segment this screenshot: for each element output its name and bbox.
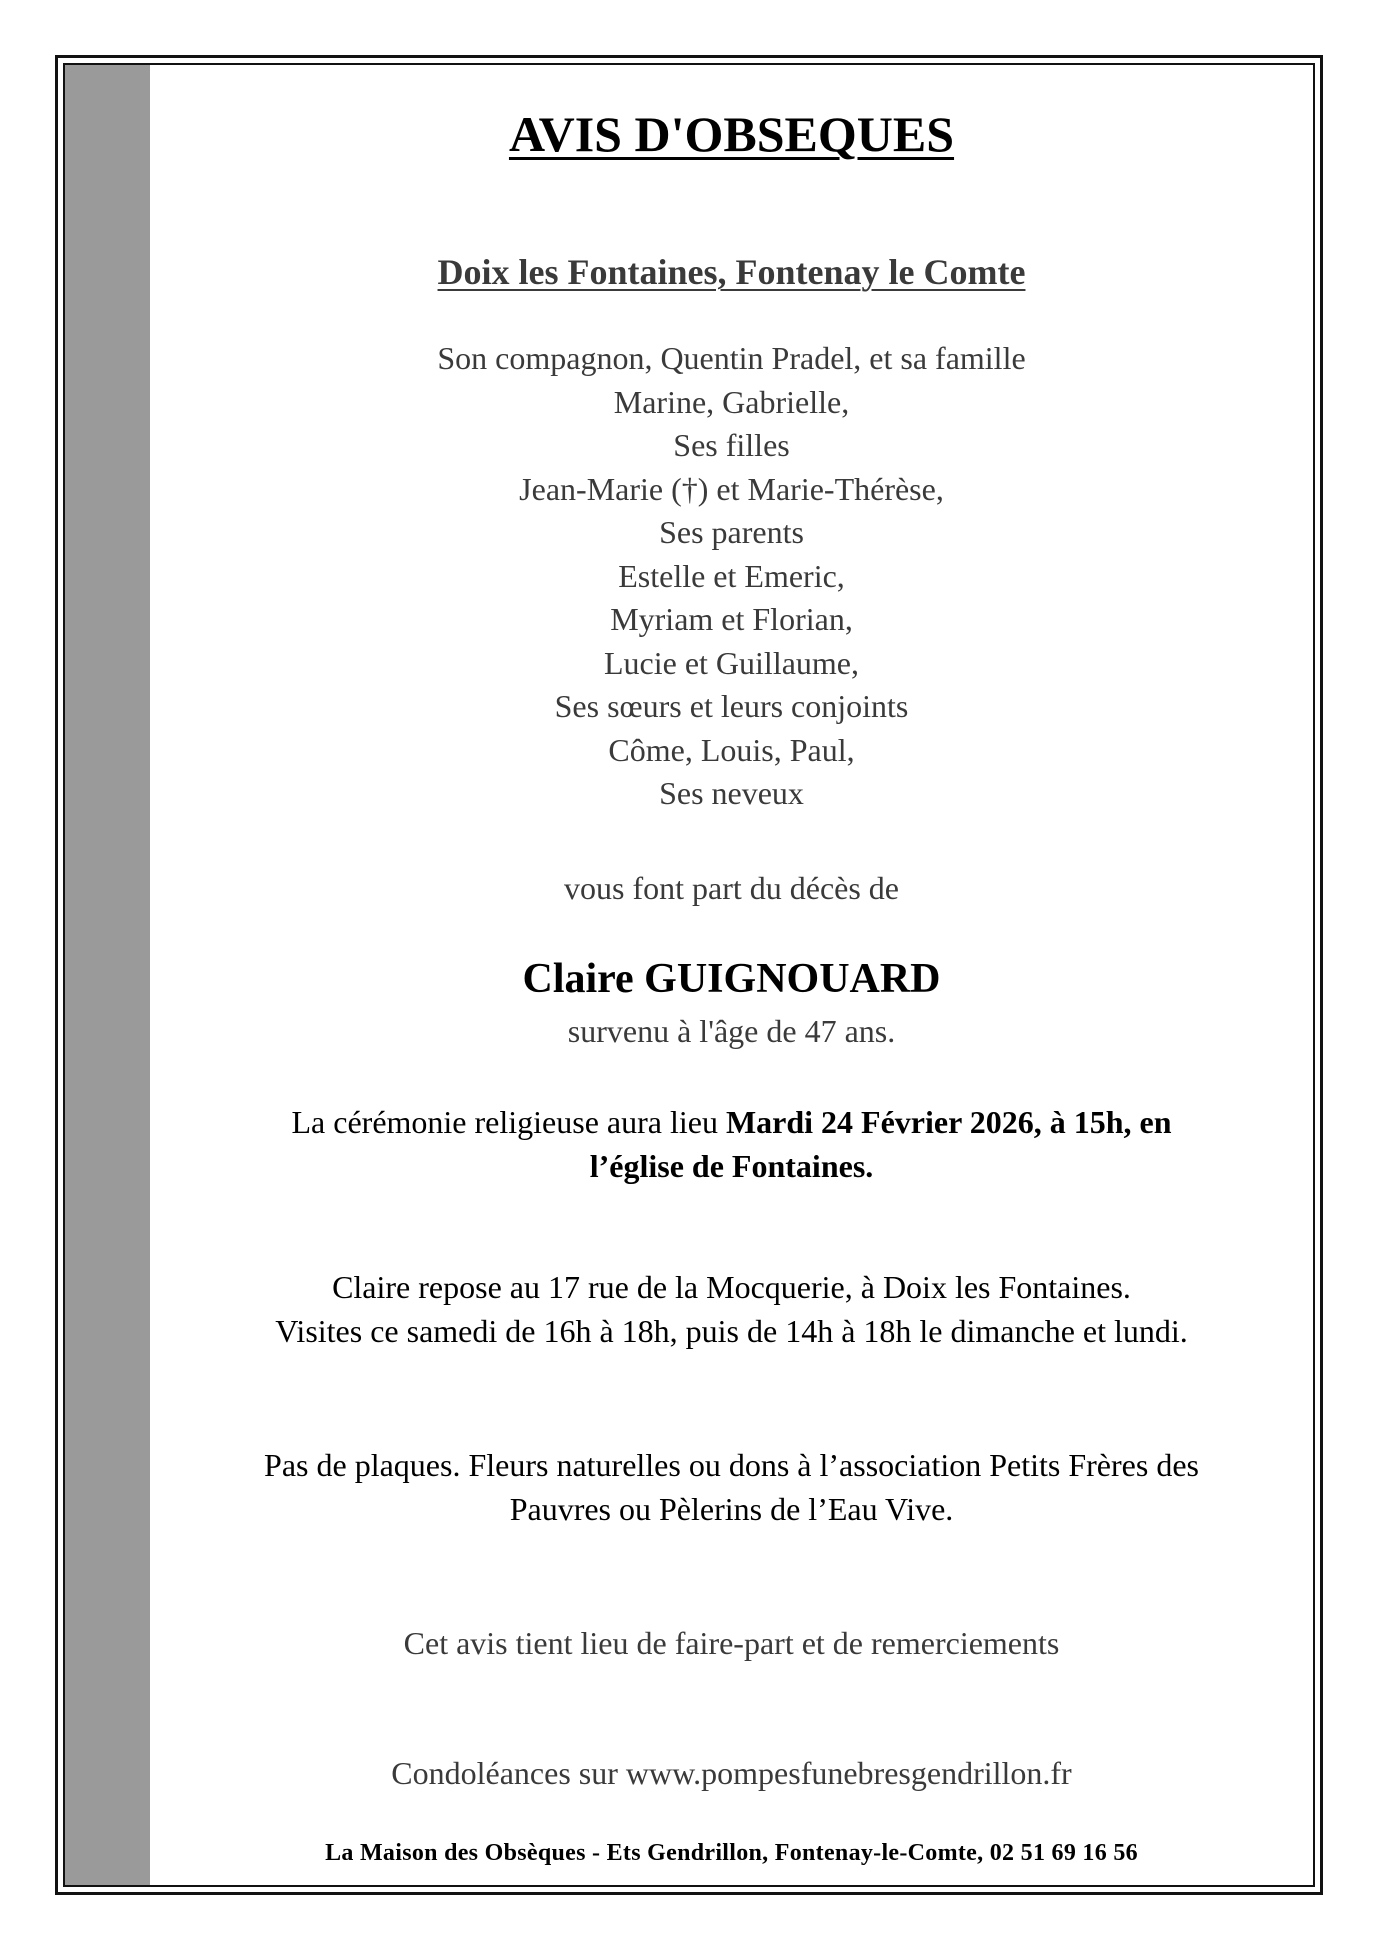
notice-text: Cet avis tient lieu de faire-part et de remerciements	[403, 1625, 1060, 1661]
ceremony-line-2	[150, 1144, 1313, 1188]
family-line: Marine, Gabrielle,	[613, 383, 850, 420]
family-line: Lucie et Guillaume,	[603, 644, 859, 681]
location-heading	[150, 251, 1313, 293]
ceremony-date: Mardi 24 Février 2026, à 15h, en	[725, 1104, 1172, 1140]
location-text: Doix les Fontaines, Fontenay le Comte	[437, 252, 1026, 292]
footer-text: La Maison des Obsèques - Ets Gendrillon, Fontenay-le-Comte, 02 51 69 16 56	[325, 1840, 1138, 1866]
announcement-text: vous font part du décès de	[563, 870, 899, 906]
ceremony-line-1	[150, 1100, 1313, 1144]
rest-info	[150, 1265, 1313, 1353]
family-line: Myriam et Florian,	[610, 601, 853, 637]
age-text: survenu à l'âge de 47 ans.	[567, 1013, 896, 1049]
family-line: Côme, Louis, Paul,	[608, 731, 855, 768]
notice-body	[150, 65, 1313, 1885]
ceremony-info	[150, 1100, 1313, 1188]
ceremony-intro: La cérémonie religieuse aura lieu	[291, 1104, 726, 1140]
family-line: Son compagnon, Quentin Pradel, et sa famille	[437, 340, 1026, 376]
condolences-text: Condoléances sur www.pompesfunebresgendrillon.fr	[391, 1755, 1072, 1791]
page-title	[150, 105, 1313, 163]
family-line: Estelle et Emeric,	[618, 557, 845, 594]
family-line: Ses parents	[659, 514, 804, 550]
visits-line: Visites ce samedi de 16h à 18h, puis de 14h à 18h le dimanche et lundi.	[275, 1313, 1188, 1349]
family-line: Ses filles	[673, 427, 790, 463]
page-title-text: AVIS D'OBSEQUES	[508, 106, 955, 162]
ceremony-place: l’église de Fontaines.	[589, 1148, 874, 1184]
family-list	[150, 337, 1313, 816]
family-line: Jean-Marie (†) et Marie-Thérèse,	[519, 470, 944, 507]
flowers-info	[150, 1443, 1313, 1531]
family-line: Ses neveux	[659, 775, 804, 811]
deceased-name: Claire GUIGNOUARD	[522, 956, 941, 1002]
flowers-line: Pauvres ou Pèlerins de l’Eau Vive.	[509, 1491, 954, 1527]
family-line: Ses sœurs et leurs conjoints	[554, 688, 909, 724]
side-bar	[65, 65, 150, 1885]
flowers-line: Pas de plaques. Fleurs naturelles ou dons à l’association Petits Frères des	[264, 1447, 1199, 1483]
rest-line: Claire repose au 17 rue de la Mocquerie, à Doix les Fontaines.	[332, 1269, 1131, 1305]
